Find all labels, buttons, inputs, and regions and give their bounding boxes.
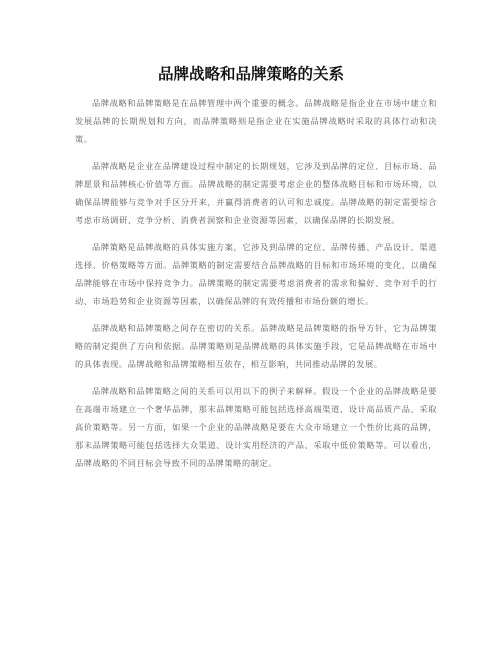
document-body: [75, 94, 437, 481]
paragraph-3: 品牌策略是品牌战略的具体实施方案，它涉及到品牌的定位、品牌传播、产品设计、渠道选择、价格策略等方面。品牌策略的制定需要结合品牌战略的目标和市场环境的变化，以确保品牌能够在市场中保持竞争力。品牌策略的制定需要考虑消费者的需求和偏好、竞争对手的行动、市场趋势和企业资源等因素，以确保品牌的有效传播和市场份额的增长。: [75, 242, 437, 306]
paragraph-2: 品牌战略是企业在品牌建设过程中制定的长期规划，它涉及到品牌的定位、目标市场、品牌愿景和品牌核心价值等方面。品牌战略的制定需要考虑企业的整体战略目标和市场环境，以确保品牌能够与竞争对手区分开来，并赢得消费者的认可和忠诚度。品牌战略的制定需要综合考虑市场调研、竞争分析、消费者洞察和企业资源等因素，以确保品牌的长期发展。: [75, 161, 437, 225]
paragraph-1: 品牌战略和品牌策略是在品牌管理中两个重要的概念。品牌战略是指企业在市场中建立和发展品牌的长期规划和方向，而品牌策略则是指企业在实施品牌战略时采取的具体行动和决策。: [75, 98, 437, 144]
paragraph-4: 品牌战略和品牌策略之间存在密切的关系。品牌战略是品牌策略的指导方针，它为品牌策略的制定提供了方向和依据。品牌策略则是品牌战略的具体实施手段，它是品牌战略在市场中的具体表现。品牌战略和品牌策略相互依存，相互影响，共同推动品牌的发展。: [75, 323, 437, 369]
document-title: 品牌战略和品牌策略的关系: [157, 65, 344, 83]
paragraph-5: 品牌战略和品牌策略之间的关系可以用以下的例子来解释。假设一个企业的品牌战略是要在高端市场建立一个奢华品牌，那末品牌策略可能包括选择高端渠道、设计高品质产品、采取高价策略等。另一方面，如果一个企业的品牌战略是要在大众市场建立一个性价比高的品牌，那末品牌策略可能包括选择大众渠道、设计实用经济的产品、采取中低价策略等。可以看出，品牌战略的不同目标会导致不同的品牌策略的制定。: [75, 386, 437, 468]
